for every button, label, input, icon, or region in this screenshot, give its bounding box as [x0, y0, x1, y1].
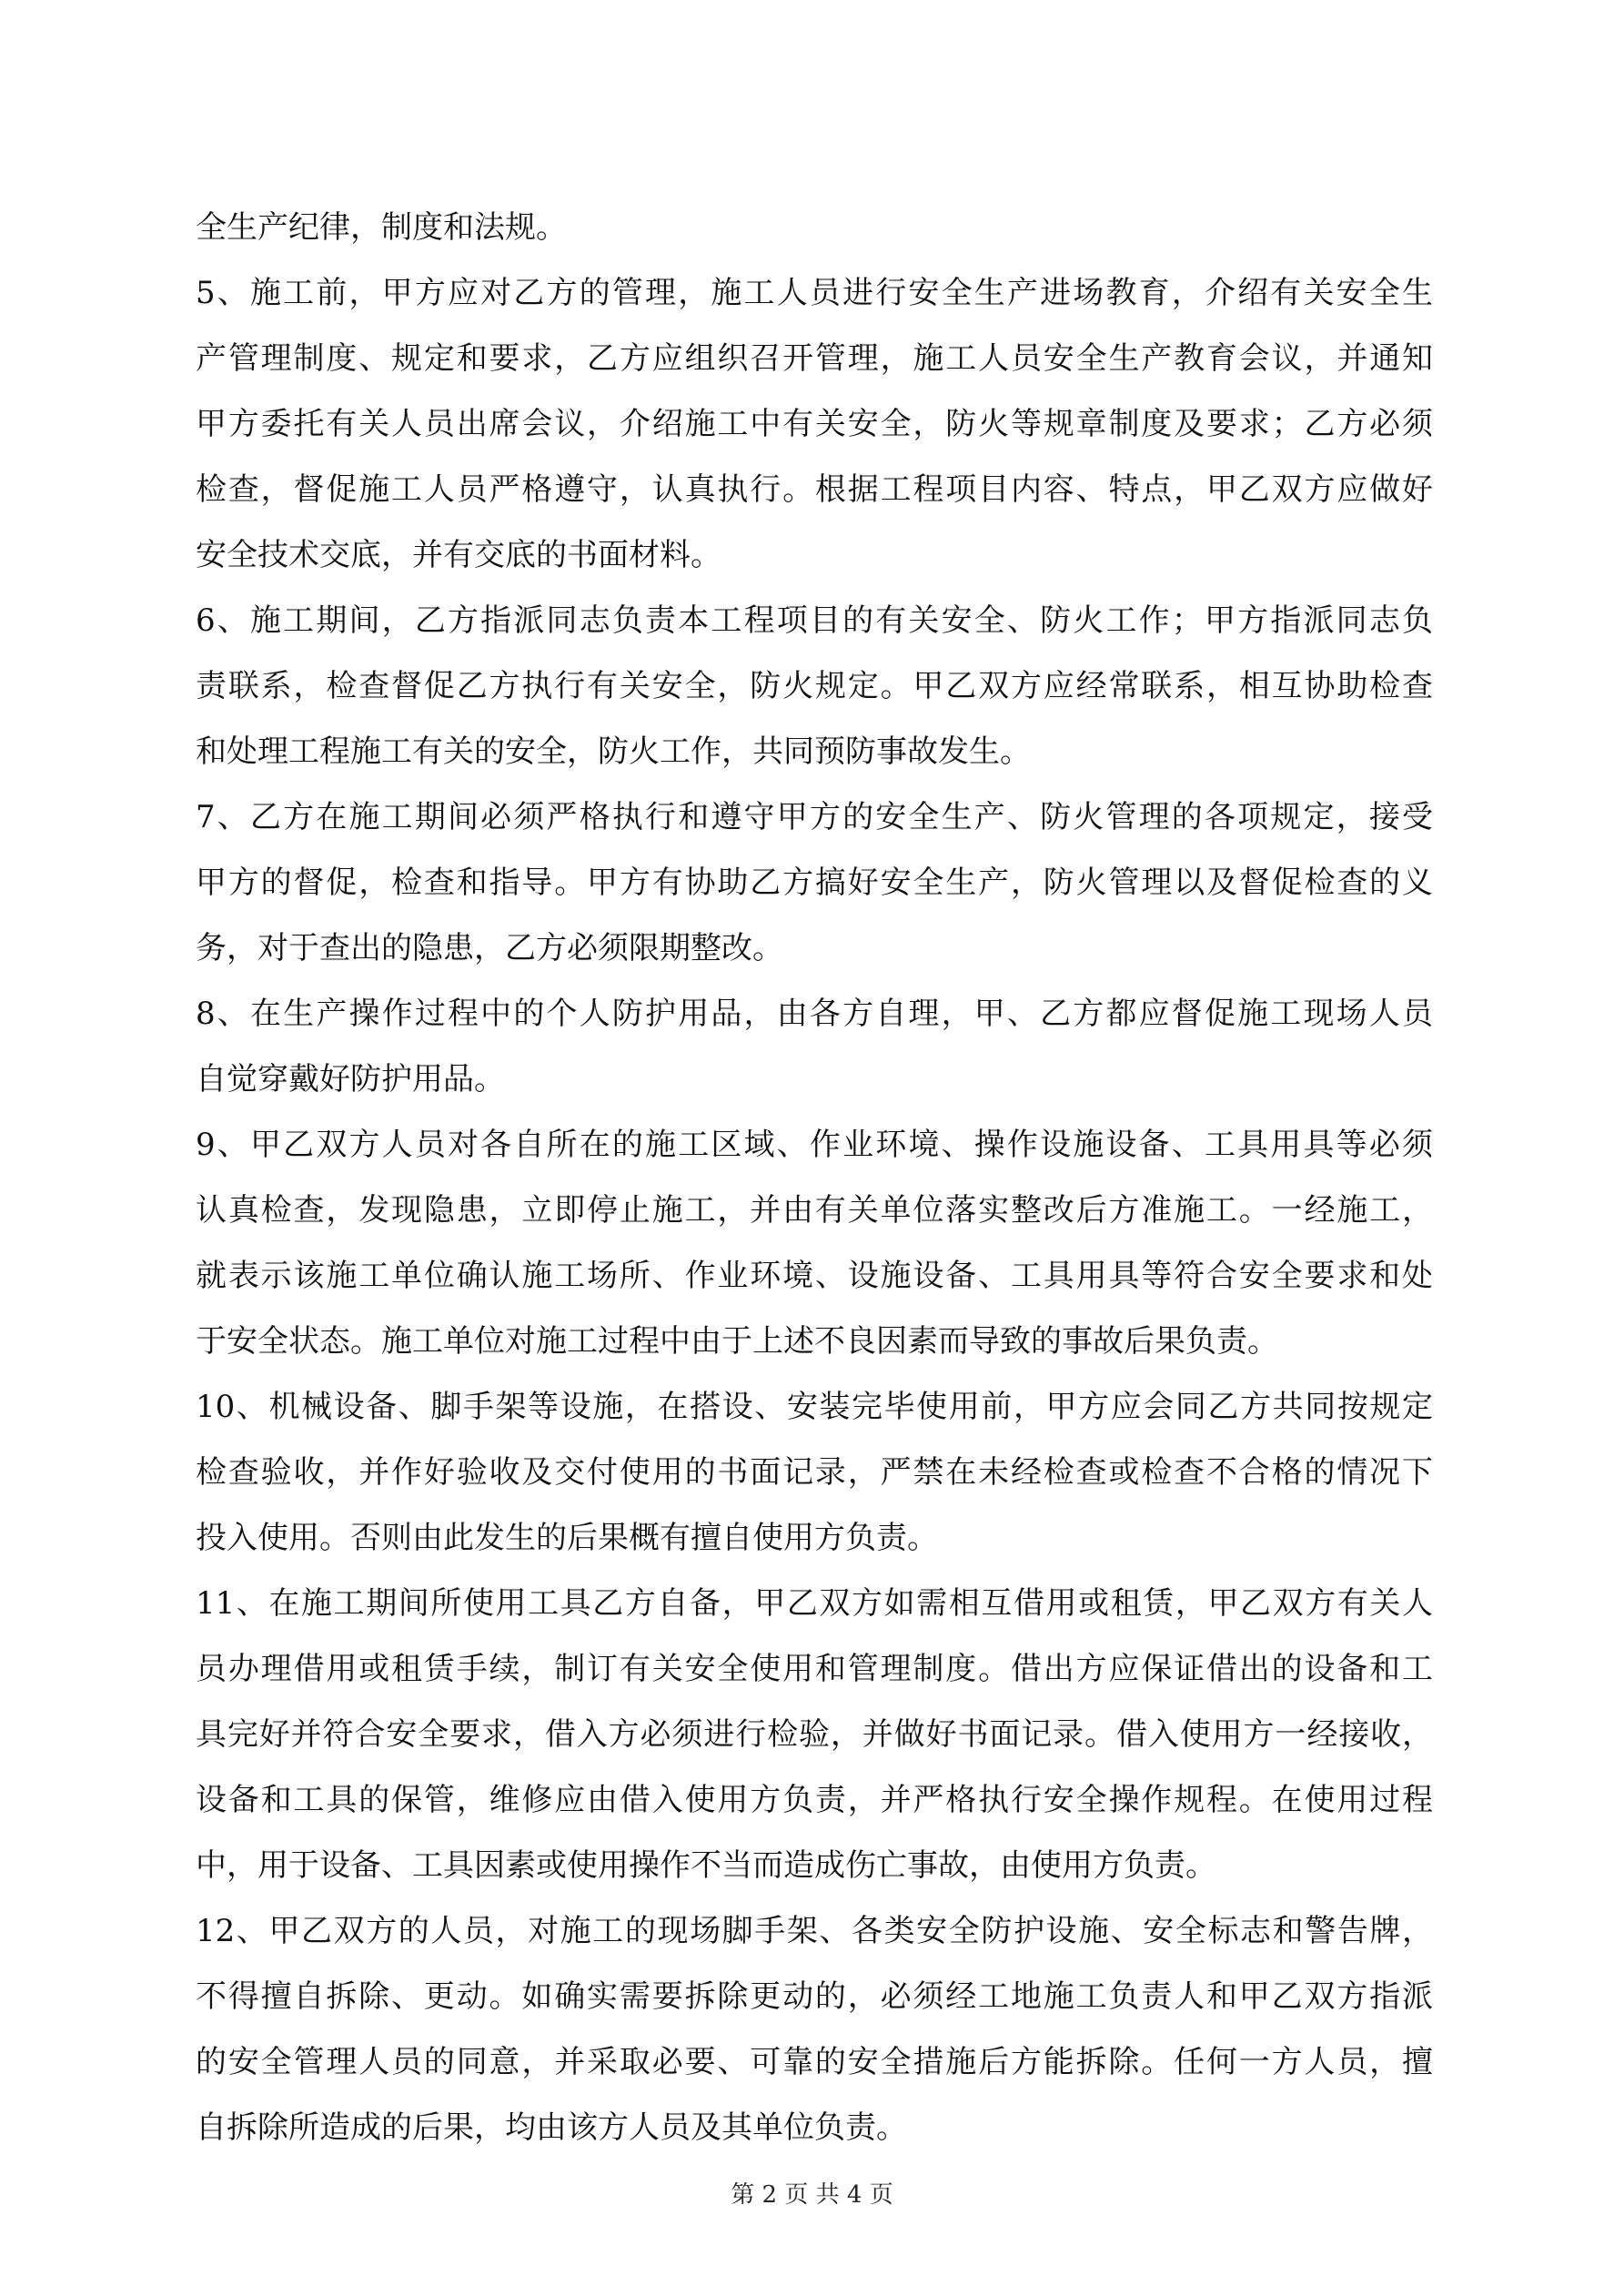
- text-line: 务，对于查出的隐患，乙方必须限期整改。: [196, 930, 783, 966]
- text-line: 6、施工期间，乙方指派同志负责本工程项目的有关安全、防火工作；甲方指派同志负: [196, 602, 1433, 639]
- text-line: 认真检查，发现隐患，立即停止施工，并由有关单位落实整改后方准施工。一经施工，: [196, 1192, 1433, 1229]
- text-line: 具完好并符合安全要求，借入方必须进行检验，并做好书面记录。借入使用方一经接收，: [196, 1716, 1433, 1753]
- text-line: 于安全状态。施工单位对施工过程中由于上述不良因素而导致的事故后果负责。: [196, 1323, 1278, 1360]
- text-line: 的安全管理人员的同意，并采取必要、可靠的安全措施后方能拆除。任何一方人员，擅: [196, 2044, 1433, 2080]
- text-line: 11、在施工期间所使用工具乙方自备，甲乙双方如需相互借用或租赁，甲乙双方有关人: [196, 1585, 1433, 1622]
- text-line: 12、甲乙双方的人员，对施工的现场脚手架、各类安全防护设施、安全标志和警告牌，: [196, 1913, 1433, 1949]
- text-line: 甲方委托有关人员出席会议，介绍施工中有关安全，防火等规章制度及要求；乙方必须: [196, 406, 1433, 442]
- text-line: 甲方的督促，检查和指导。甲方有协助乙方搞好安全生产，防火管理以及督促检查的义: [196, 865, 1433, 901]
- text-line: 7、乙方在施工期间必须严格执行和遵守甲方的安全生产、防火管理的各项规定，接受: [196, 799, 1433, 835]
- text-line: 就表示该施工单位确认施工场所、作业环境、设施设备、工具用具等符合安全要求和处: [196, 1258, 1433, 1294]
- text-line: 自拆除所造成的后果，均由该方人员及其单位负责。: [196, 2109, 907, 2146]
- text-line: 不得擅自拆除、更动。如确实需要拆除更动的，必须经工地施工负责人和甲乙双方指派: [196, 1978, 1433, 2015]
- text-line: 员办理借用或租赁手续，制订有关安全使用和管理制度。借出方应保证借出的设备和工: [196, 1651, 1433, 1687]
- page-footer: 第 2 页 共 4 页: [731, 2181, 893, 2209]
- text-line: 设备和工具的保管，维修应由借入使用方负责，并严格执行安全操作规程。在使用过程: [196, 1782, 1433, 1818]
- text-line: 中，用于设备、工具因素或使用操作不当而造成伤亡事故，由使用方负责。: [196, 1847, 1216, 1884]
- text-line: 产管理制度、规定和要求，乙方应组织召开管理，施工人员安全生产教育会议，并通知: [196, 340, 1433, 377]
- text-line: 检查，督促施工人员严格遵守，认真执行。根据工程项目内容、特点，甲乙双方应做好: [196, 471, 1433, 508]
- text-line: 检查验收，并作好验收及交付使用的书面记录，严禁在未经检查或检查不合格的情况下: [196, 1454, 1433, 1491]
- text-line: 投入使用。否则由此发生的后果概有擅自使用方负责。: [196, 1520, 938, 1556]
- text-line: 5、施工前，甲方应对乙方的管理，施工人员进行安全生产进场教育，介绍有关安全生: [196, 275, 1433, 311]
- text-line: 和处理工程施工有关的安全，防火工作，共同预防事故发生。: [196, 733, 1031, 770]
- document-body: [196, 195, 1433, 2160]
- text-line: 安全技术交底，并有交底的书面材料。: [196, 537, 721, 573]
- text-line: 8、在生产操作过程中的个人防护用品，由各方自理，甲、乙方都应督促施工现场人员: [196, 996, 1433, 1032]
- text-line: 责联系，检查督促乙方执行有关安全，防火规定。甲乙双方应经常联系，相互协助检查: [196, 668, 1433, 704]
- text-line: 自觉穿戴好防护用品。: [196, 1061, 505, 1097]
- text-line: 全生产纪律，制度和法规。: [196, 209, 567, 246]
- text-line: 9、甲乙双方人员对各自所在的施工区域、作业环境、操作设施设备、工具用具等必须: [196, 1127, 1433, 1163]
- text-line: 10、机械设备、脚手架等设施，在搭设、安装完毕使用前，甲方应会同乙方共同按规定: [196, 1389, 1433, 1425]
